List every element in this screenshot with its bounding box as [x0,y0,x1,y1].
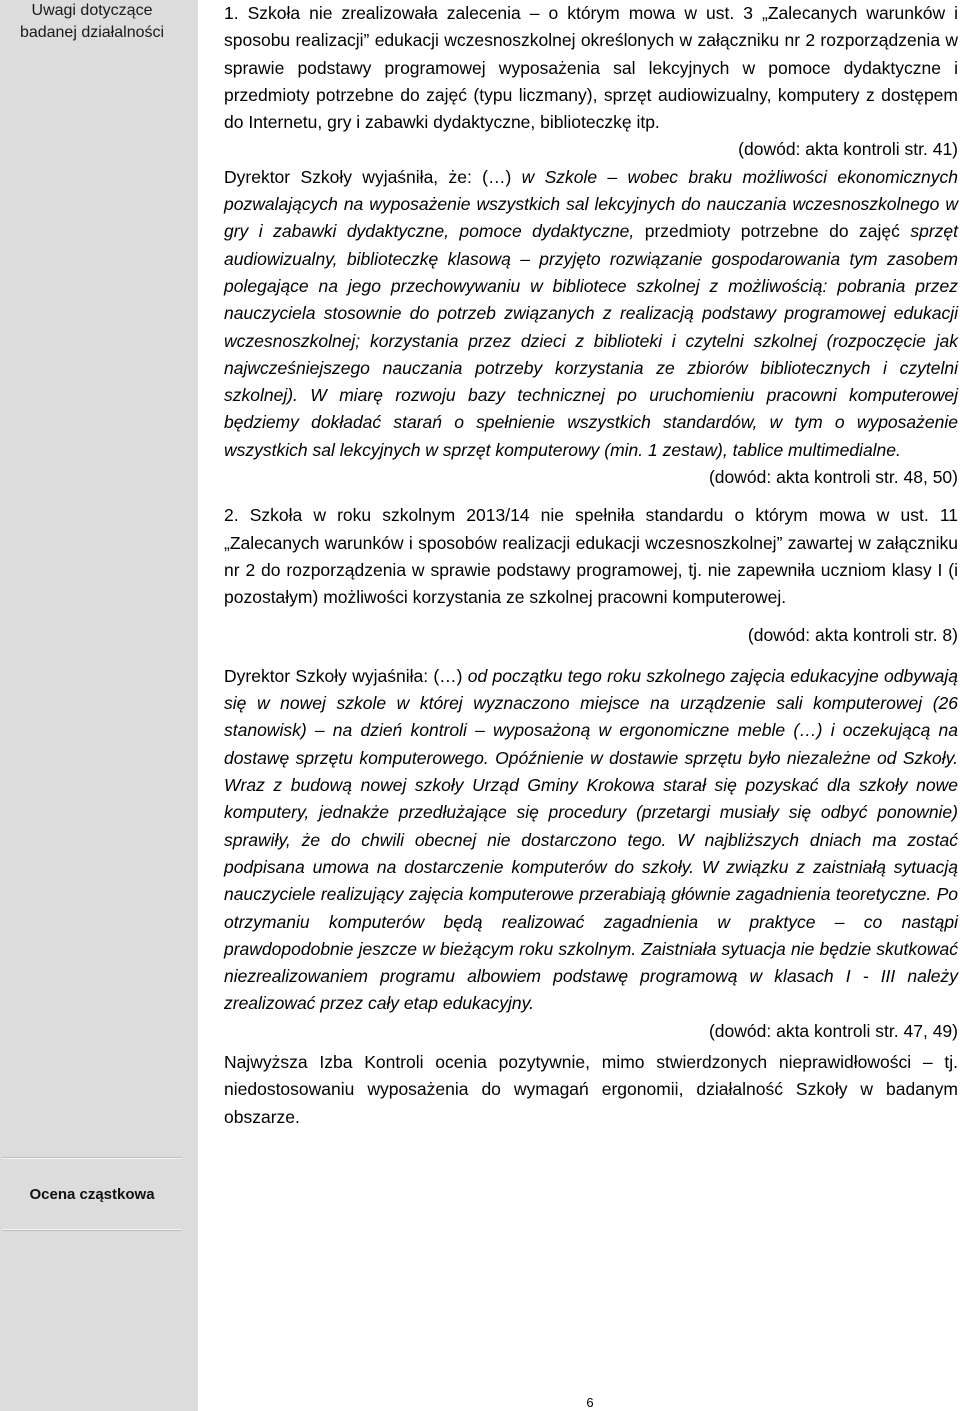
director-explanation-2-quote: od początku tego roku szkolnego zajęcia edukacyjne odbywają się w nowej szkole w której wyznaczono miejsce na urządzenie sali komputerowej (26 stanowisk) – na dzień kontroli – wyposażoną w ergonomiczne meble (…) i oczekującą na dostawę sprzętu komputerowego. Opóźnienie w dostawie sprzętu było niezależne od Szkoły. Wraz z budową nowej szkoły Urząd Gminy Krokowa starał się pozyskać dla szkoły nowe komputery, jednakże przedłużające się procedury (przetargi musiały się odbyć ponownie) sprawiły, że do chwili obecnej nie dostarczono tego. W najbliższych dniach ma zostać podpisana umowa na dostarczenie komputerów do szkoły. W związku z zaistniałą sytuacją nauczyciele realizujący zajęcia komputerowe przerabiają głównie zagadnienia teoretyczne. Po otrzymaniu komputerów będą realizować zagadnienia w praktyce – co nastąpi prawdopodobnie jeszcze w bieżącym roku szkolnym. Zaistniała sytuacja nie będzie skutkować niezrealizowaniem programu albowiem podstawę programową w klasach I - III należy zrealizować przez cały etap edukacyjny. [224,665,958,1014]
director-explanation-1-evidence: (dowód: akta kontroli str. 48, 50) [708,467,958,488]
director-explanation-1-plain: przedmioty potrzebne do zajęć [634,221,911,242]
director-explanation-1-intro: Dyrektor Szkoły wyjaśniła, że: (…) [224,166,522,187]
assessment-text: Najwyższa Izba Kontroli ocenia pozytywnie, mimo stwierdzonych nieprawidłowości – tj. niedostosowaniu wyposażenia do wymagań ergonomii, działalność Szkoły w badanym obszarze. [224,1051,958,1127]
sidebar-section-title: Uwagi dotyczące badanej działalności [19,2,165,41]
page-number: 6 [586,1395,594,1410]
director-explanation-1 [224,164,958,464]
director-explanation-2-intro: Dyrektor Szkoły wyjaśniła: (…) [224,665,468,686]
sidebar [0,0,198,1411]
finding-1-text: 1. Szkoła nie zrealizowała zalecenia – o którym mowa w ust. 3 „Zalecanych warunków i sposobu realizacji” edukacji wczesnoszkolnej określonych w załączniku nr 2 rozporządzenia w sprawie podstawy programowej wyposażenia sal lekcyjnych w pomoce dydaktyczne i przedmioty potrzebne do zajęć (typu liczmany), sprzęt audiowizualny, komputery z dostępem do Internetu, gry i zabawki dydaktyczne, biblioteczkę itp. [224,3,958,133]
director-explanation-2 [224,663,958,1018]
document-body [224,0,958,1131]
director-explanation-1-quote-continued: sprzęt audiowizualny, biblioteczkę klasową – przyjęto rozwiązanie gospodarowania tym zasobem polegające na jego przechowywaniu w bibliotece szkolnej z możliwością: pobrania przez nauczyciela stosownie do potrzeb związanych z realizacją podstawy programowej edukacji wczesnoszkolnej; korzystania przez dzieci z biblioteki i czytelni szkolnej (rozpoczęcie jak najwcześniejszego nauczania potrzeby korzystania ze zbiorów bibliotecznych i czytelni szkolnej). W miarę rozwoju bazy technicznej po uruchomieniu pracowni komputerowej będziemy dokładać starań o spełnienie wszystkich standardów, w tym o wyposażenie wszystkich sal lekcyjnych w sprzęt komputerowy (min. 1 zestaw), tablice multimedialne. [224,221,958,460]
finding-1-evidence: (dowód: akta kontroli str. 41) [738,139,958,160]
sidebar-score-label: Ocena cząstkowa [2,1158,182,1230]
finding-2-text: 2. Szkoła w roku szkolnym 2013/14 nie spełniła standardu o którym mowa w ust. 11 „Zalecanych warunków i sposobów realizacji edukacji wczesnoszkolnej” zawartej w załączniku nr 2 do rozporządzenia w sprawie podstawy programowej, tj. nie zapewniła uczniom klasy I (i pozostałym) możliwości korzystania ze szkolnej pracowni komputerowej. [224,505,958,608]
director-explanation-1-quote: w Szkole – wobec braku możliwości ekonomicznych pozwalających na wyposażenie wszystkich sal lekcyjnych do nauczania wczesnoszkolnego w gry i zabawki dydaktyczne, pomoce dydaktyczne, [224,166,958,242]
finding-2-evidence: (dowód: akta kontroli str. 8) [747,624,958,645]
director-explanation-2-evidence: (dowód: akta kontroli str. 47, 49) [708,1020,958,1041]
